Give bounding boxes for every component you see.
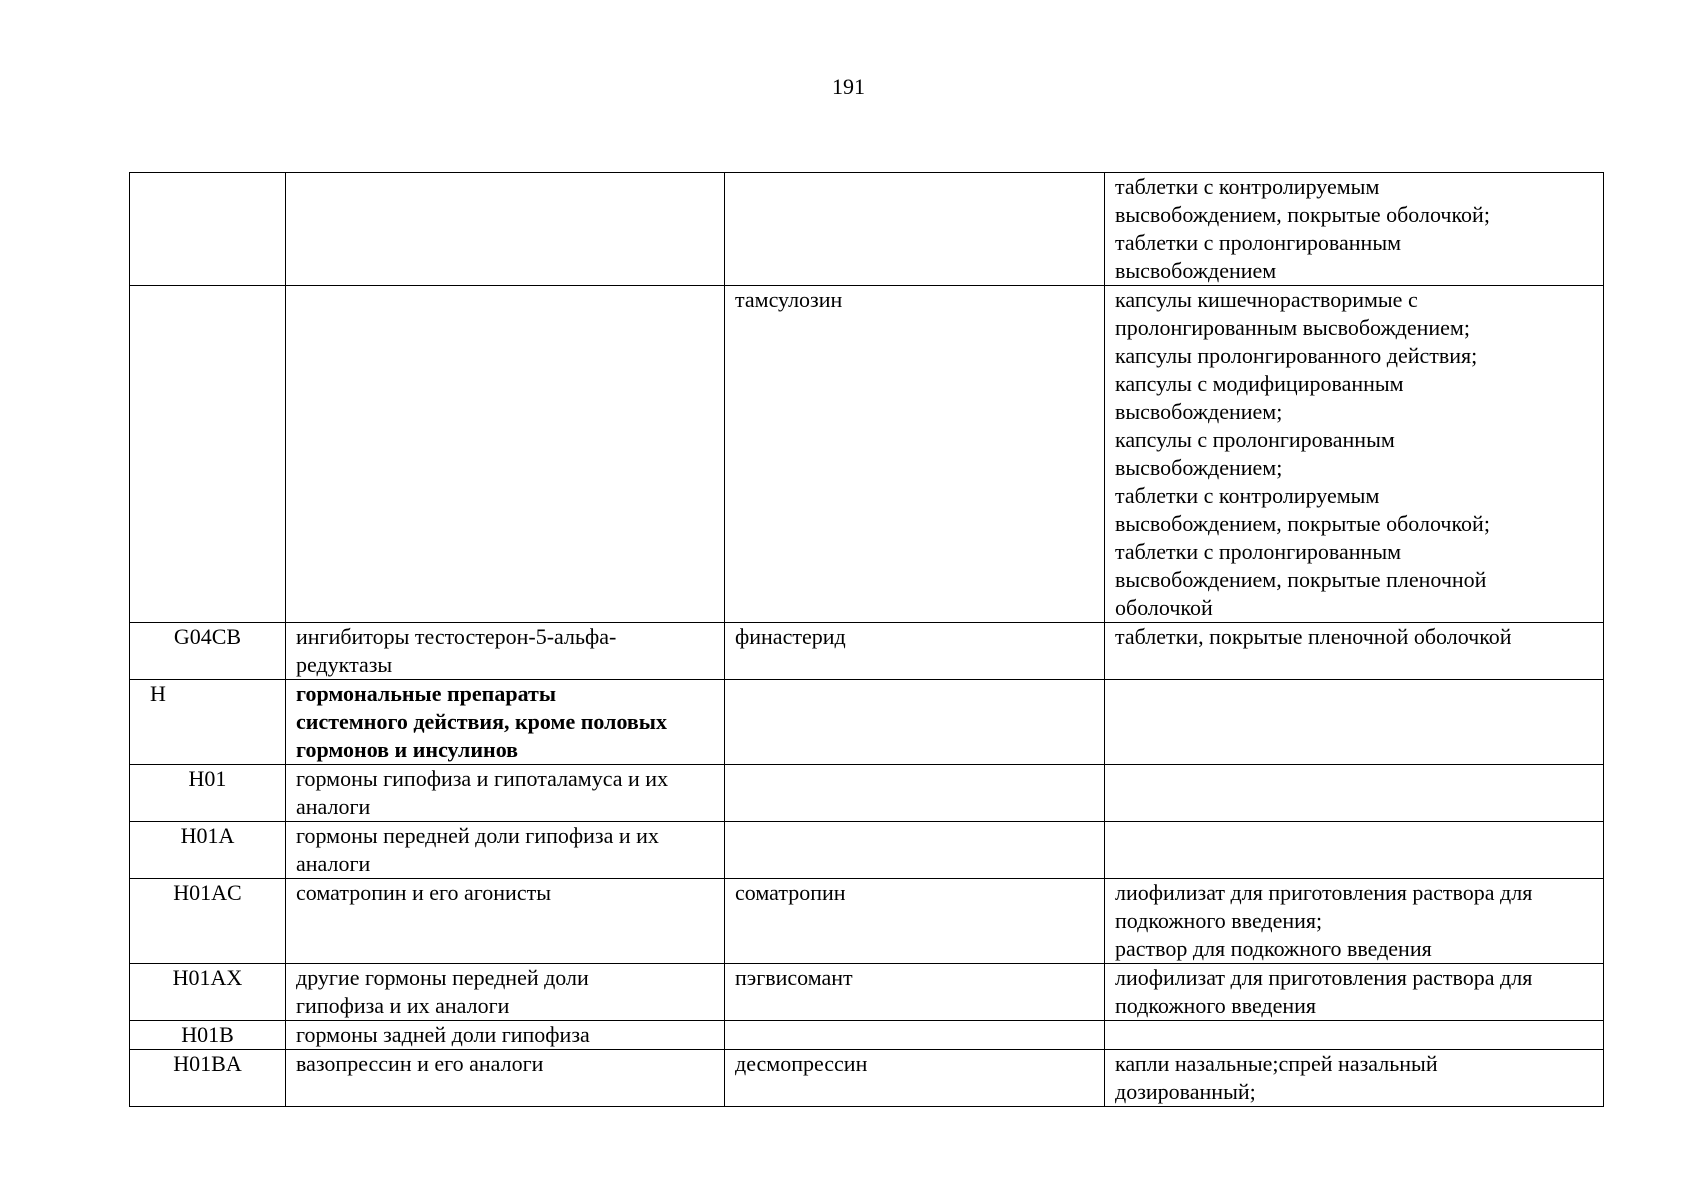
group-cell: [286, 623, 725, 680]
atc-code-cell: H01AC: [130, 879, 286, 964]
group-line: другие гормоны передней доли: [296, 965, 589, 990]
group-line: соматропин и его агонисты: [296, 880, 551, 905]
form-line: таблетки с контролируемым: [1115, 174, 1380, 199]
form-line: таблетки с пролонгированным: [1115, 230, 1402, 255]
substance-cell: [725, 1021, 1105, 1050]
group-cell: [286, 680, 725, 765]
form-line: оболочкой: [1115, 595, 1213, 620]
group-line: гипофиза и их аналоги: [296, 993, 510, 1018]
substance-cell: [725, 680, 1105, 765]
form-line: высвобождением, покрытые оболочкой;: [1115, 511, 1490, 536]
atc-code-cell: H01B: [130, 1021, 286, 1050]
group-cell: [286, 173, 725, 286]
group-line: системного действия, кроме половых: [296, 709, 667, 734]
forms-cell: [1105, 822, 1604, 879]
atc-code-cell: [130, 173, 286, 286]
form-line: подкожного введения: [1115, 993, 1317, 1018]
group-line: гормонов и инсулинов: [296, 737, 519, 762]
substance-cell: соматропин: [725, 879, 1105, 964]
substance-cell: финастерид: [725, 623, 1105, 680]
form-line: высвобождением;: [1115, 399, 1283, 424]
table-row: [130, 1021, 1604, 1050]
group-cell: [286, 822, 725, 879]
atc-code-cell: G04CB: [130, 623, 286, 680]
forms-cell: [1105, 1050, 1604, 1107]
forms-cell: [1105, 1021, 1604, 1050]
form-line: пролонгированным высвобождением;: [1115, 315, 1470, 340]
form-line: дозированный;: [1115, 1079, 1256, 1104]
form-line: высвобождением, покрытые пленочной: [1115, 567, 1487, 592]
substance-cell: тамсулозин: [725, 286, 1105, 623]
table-row: [130, 964, 1604, 1021]
form-line: капли назальные;спрей назальный: [1115, 1051, 1438, 1076]
group-line: вазопрессин и его аналоги: [296, 1051, 544, 1076]
forms-cell: [1105, 680, 1604, 765]
table-row: [130, 286, 1604, 623]
forms-cell: [1105, 964, 1604, 1021]
atc-code-cell: H: [130, 680, 286, 765]
group-cell: [286, 1021, 725, 1050]
group-line: гормоны задней доли гипофиза: [296, 1022, 590, 1047]
form-line: высвобождением: [1115, 258, 1277, 283]
group-line: ингибиторы тестостерон-5-альфа-: [296, 624, 617, 649]
form-line: капсулы с модифицированным: [1115, 371, 1404, 396]
forms-cell: [1105, 623, 1604, 680]
table-row: [130, 822, 1604, 879]
table-row: [130, 1050, 1604, 1107]
group-line: аналоги: [296, 851, 371, 876]
substance-cell: десмопрессин: [725, 1050, 1105, 1107]
substance-cell: [725, 765, 1105, 822]
table-row: [130, 765, 1604, 822]
form-line: высвобождением, покрытые оболочкой;: [1115, 202, 1490, 227]
table-row: [130, 173, 1604, 286]
atc-code-cell: [130, 286, 286, 623]
group-cell: [286, 879, 725, 964]
substance-cell: пэгвисомант: [725, 964, 1105, 1021]
substance-cell: [725, 173, 1105, 286]
atc-code-cell: H01BA: [130, 1050, 286, 1107]
group-cell: [286, 286, 725, 623]
drug-table: [129, 172, 1604, 1107]
group-line: гормоны гипофиза и гипоталамуса и их: [296, 766, 669, 791]
group-cell: [286, 964, 725, 1021]
group-line: гормоны передней доли гипофиза и их: [296, 823, 659, 848]
group-line: аналоги: [296, 794, 371, 819]
group-line: редуктазы: [296, 652, 393, 677]
form-line: высвобождением;: [1115, 455, 1283, 480]
form-line: капсулы кишечнорастворимые с: [1115, 287, 1418, 312]
atc-code-cell: H01AX: [130, 964, 286, 1021]
form-line: таблетки, покрытые пленочной оболочкой: [1115, 624, 1512, 649]
group-cell: [286, 1050, 725, 1107]
form-line: лиофилизат для приготовления раствора для: [1115, 965, 1533, 990]
atc-code-cell: H01: [130, 765, 286, 822]
table-row: [130, 879, 1604, 964]
group-cell: [286, 765, 725, 822]
group-line: гормональные препараты: [296, 681, 557, 706]
substance-cell: [725, 822, 1105, 879]
form-line: таблетки с пролонгированным: [1115, 539, 1402, 564]
forms-cell: [1105, 286, 1604, 623]
form-line: лиофилизат для приготовления раствора для: [1115, 880, 1533, 905]
table-row: [130, 623, 1604, 680]
forms-cell: [1105, 879, 1604, 964]
atc-code-cell: H01A: [130, 822, 286, 879]
form-line: раствор для подкожного введения: [1115, 936, 1432, 961]
forms-cell: [1105, 173, 1604, 286]
form-line: капсулы пролонгированного действия;: [1115, 343, 1478, 368]
table-row: [130, 680, 1604, 765]
page-number: 191: [832, 74, 865, 99]
form-line: подкожного введения;: [1115, 908, 1323, 933]
form-line: таблетки с контролируемым: [1115, 483, 1380, 508]
forms-cell: [1105, 765, 1604, 822]
form-line: капсулы с пролонгированным: [1115, 427, 1395, 452]
